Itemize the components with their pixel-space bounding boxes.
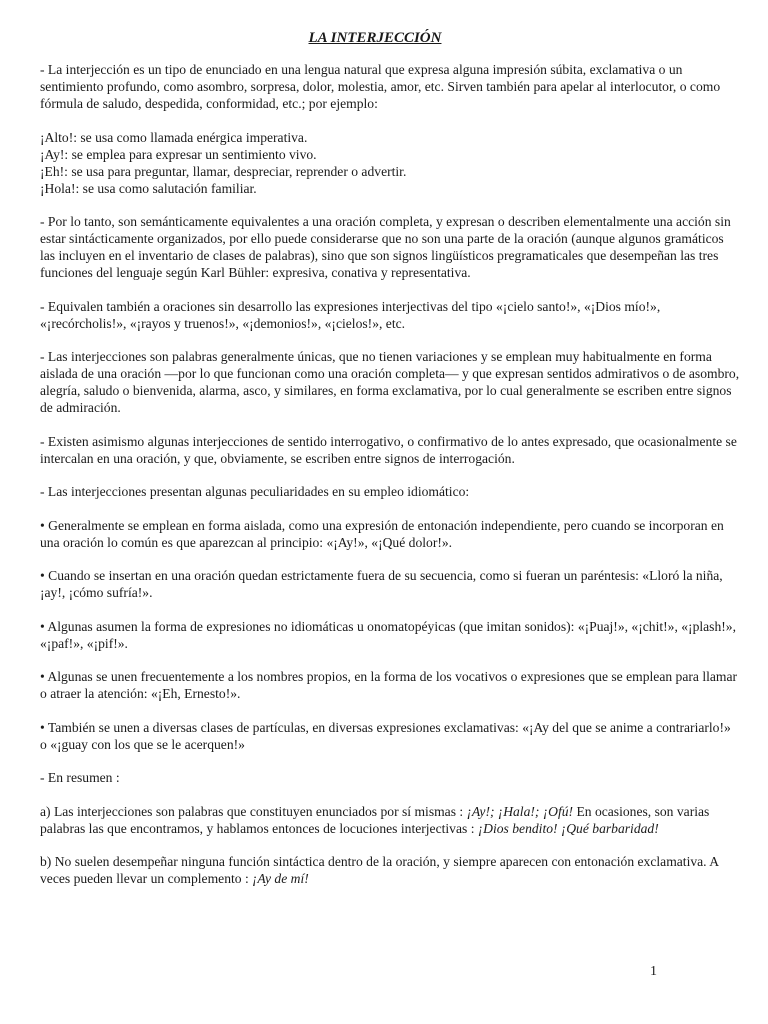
example-line: ¡Eh!: se usa para preguntar, llamar, despreciar, reprender o advertir. bbox=[40, 163, 407, 179]
page-title: LA INTERJECCIÓN bbox=[308, 30, 442, 46]
bullet-particles: • También se unen a diversas clases de partículas, en diversas expresiones exclamativas: «¡Ay del que se anime a contrariarlo!» o «¡guay con los que se le acerquen!» bbox=[40, 719, 731, 752]
examples-list bbox=[40, 129, 740, 197]
example-line: ¡Hola!: se usa como salutación familiar. bbox=[40, 180, 257, 196]
summary-b-italic-example: ¡Ay de mí! bbox=[252, 871, 309, 886]
bullet-vocatives: • Algunas se unen frecuentemente a los nombres propios, en la forma de los vocativos o expresiones que se emplean para llamar o atraer la atención: «¡Eh, Ernesto!». bbox=[40, 669, 738, 701]
bullet-onomatopoeia: • Algunas asumen la forma de expresiones no idiomáticas u onomatopéyicas (que imitan sonidos): «¡Puaj!», «¡chit!», «¡plash!», «¡paf!», «¡pif!». bbox=[40, 618, 736, 651]
page-number: 1 bbox=[650, 964, 657, 979]
intro-paragraph: - La interjección es un tipo de enunciado en una lengua natural que expresa alguna impresión súbita, exclamativa o un sentimiento profundo, como asombro, sorpresa, dolor, molestia, amor, etc. Sirven también para apelar al interlocutor, o como fórmula de saludo, despedida, conformidad, etc.; por ejemplo: bbox=[40, 62, 721, 111]
paragraph-semantics: - Por lo tanto, son semánticamente equivalentes a una oración completa, y expresan o describen elementalmente una acción sin estar sintácticamente organizados, por ello puede considerarse que no son una parte de la oración (aunque algunos gramáticos las incluyen en el inventario de clases de palabras), sino que son signos lingüísticos pregramaticales que desempeñan las tres funciones del lenguaje según Karl Bühler: expresiva, conativa y representativa. bbox=[40, 214, 731, 280]
example-line: ¡Ay!: se emplea para expresar un sentimiento vivo. bbox=[40, 146, 317, 162]
bullet-isolated-use: • Generalmente se emplean en forma aislada, como una expresión de entonación independiente, pero cuando se incorporan en una oración lo común es que aparezcan al principio: «¡Ay!», «¡Qué dolor!». bbox=[40, 517, 724, 550]
summary-heading: - En resumen : bbox=[40, 770, 120, 785]
summary-b-text: b) No suelen desempeñar ninguna función sintáctica dentro de la oración, y siempre aparecen con entonación exclamativa. A veces pueden llevar un complemento : bbox=[40, 854, 719, 886]
paragraph-equivalents: - Equivalen también a oraciones sin desarrollo las expresiones interjectivas del tipo «¡cielo santo!», «¡Dios mío!», «¡recórcholis!», «¡rayos y truenos!», «¡demonios!», «¡cielos!», etc. bbox=[40, 298, 661, 331]
summary-point-a bbox=[40, 803, 740, 837]
summary-a-italic-locutions: ¡Dios bendito! ¡Qué barbaridad! bbox=[477, 820, 659, 836]
document-page bbox=[40, 30, 740, 904]
paragraph-interrogative: - Existen asimismo algunas interjecciones de sentido interrogativo, o confirmativo de lo antes expresado, que ocasionalmente se intercalan en una oración, y que, obviamente, se escriben entre signos de interrogación. bbox=[40, 433, 737, 466]
paragraph-unique-words: - Las interjecciones son palabras generalmente únicas, que no tienen variaciones y se emplean muy habitualmente en forma aislada de una oración —por lo que funcionan como una oración completa— y que expresan sentidos admirativos o de asombro, alegría, saludo o bienvenida, alarma, asco, y similares, en forma exclamativa, por lo cual generalmente se escriben entre signos de admiración. bbox=[40, 349, 740, 415]
summary-a-text-continued: En ocasiones, son varias palabras las que encontramos, y hablamos entonces de locuciones interjectivas : bbox=[40, 803, 710, 836]
paragraph-peculiarities: - Las interjecciones presentan algunas peculiaridades en su empleo idiomático: bbox=[40, 484, 470, 499]
summary-a-text: a) Las interjecciones son palabras que constituyen enunciados por sí mismas : bbox=[40, 803, 467, 819]
summary-a-italic-examples: ¡Ay!; ¡Hala!; ¡Ofú! bbox=[466, 803, 574, 819]
bullet-insertion: • Cuando se insertan en una oración quedan estrictamente fuera de su secuencia, como si fueran un paréntesis: «Lloró la niña, ¡ay!, ¡cómo sufría!». bbox=[40, 568, 723, 600]
example-line: ¡Alto!: se usa como llamada enérgica imperativa. bbox=[40, 129, 308, 145]
summary-point-b bbox=[40, 853, 740, 887]
